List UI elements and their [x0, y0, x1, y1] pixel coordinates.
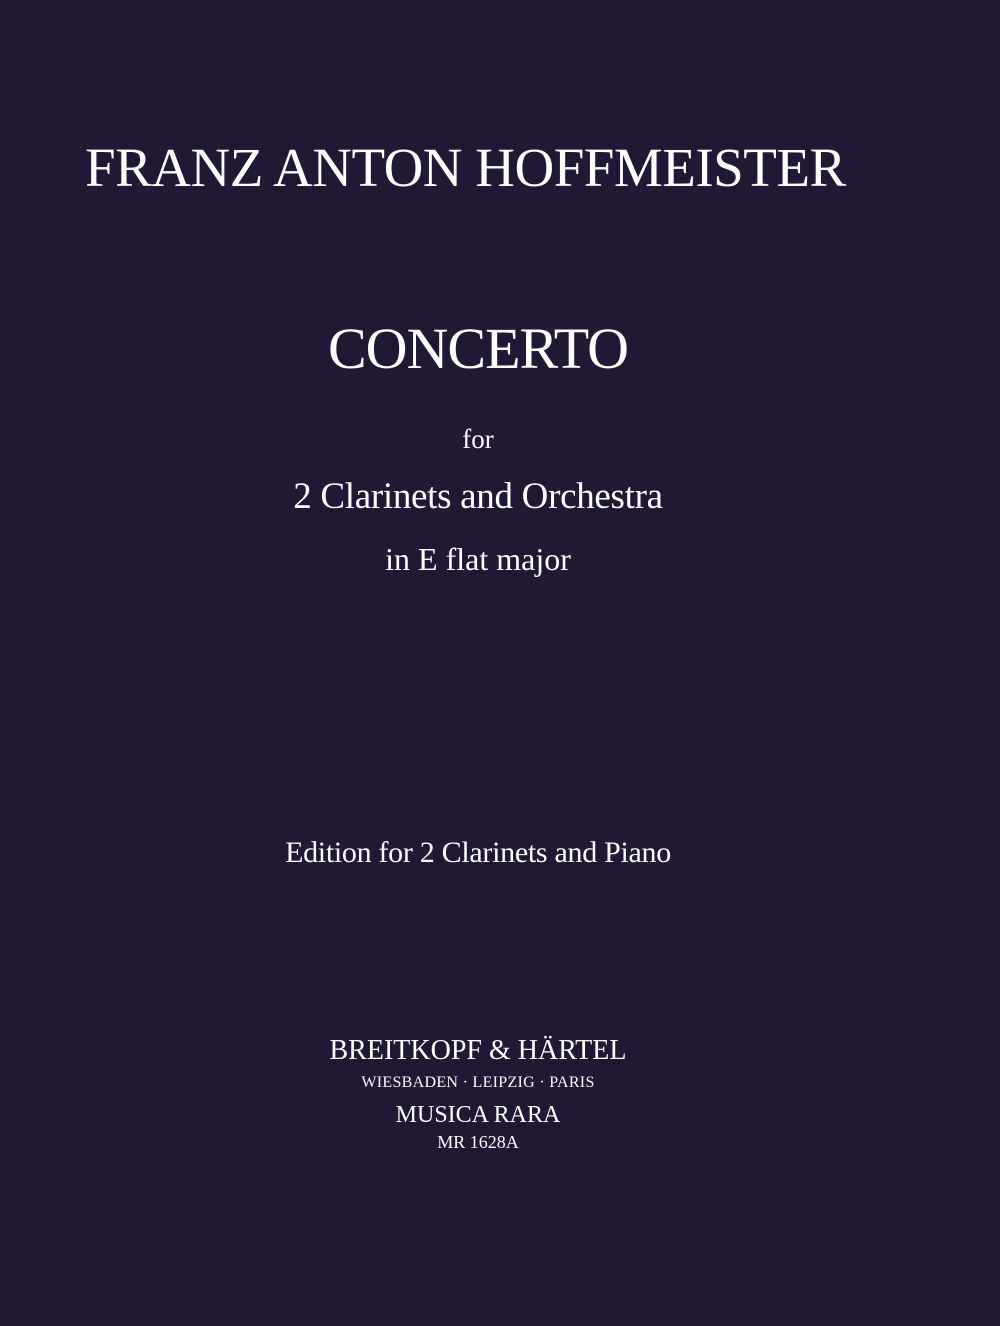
publisher-cities: WIESBADEN · LEIPZIG · PARIS	[361, 1074, 595, 1091]
publisher-name: BREITKOPF & HÄRTEL	[329, 1035, 627, 1066]
composer-name: FRANZ ANTON HOFFMEISTER	[85, 137, 846, 198]
for-label: for	[462, 424, 494, 454]
work-title: CONCERTO	[327, 316, 629, 381]
imprint-name: MUSICA RARA	[395, 1102, 561, 1128]
scoring-line: 2 Clarinets and Orchestra	[293, 476, 663, 517]
key-line: in E flat major	[385, 541, 571, 577]
catalog-number: MR 1628A	[437, 1132, 519, 1152]
edition-line: Edition for 2 Clarinets and Piano	[285, 836, 671, 869]
